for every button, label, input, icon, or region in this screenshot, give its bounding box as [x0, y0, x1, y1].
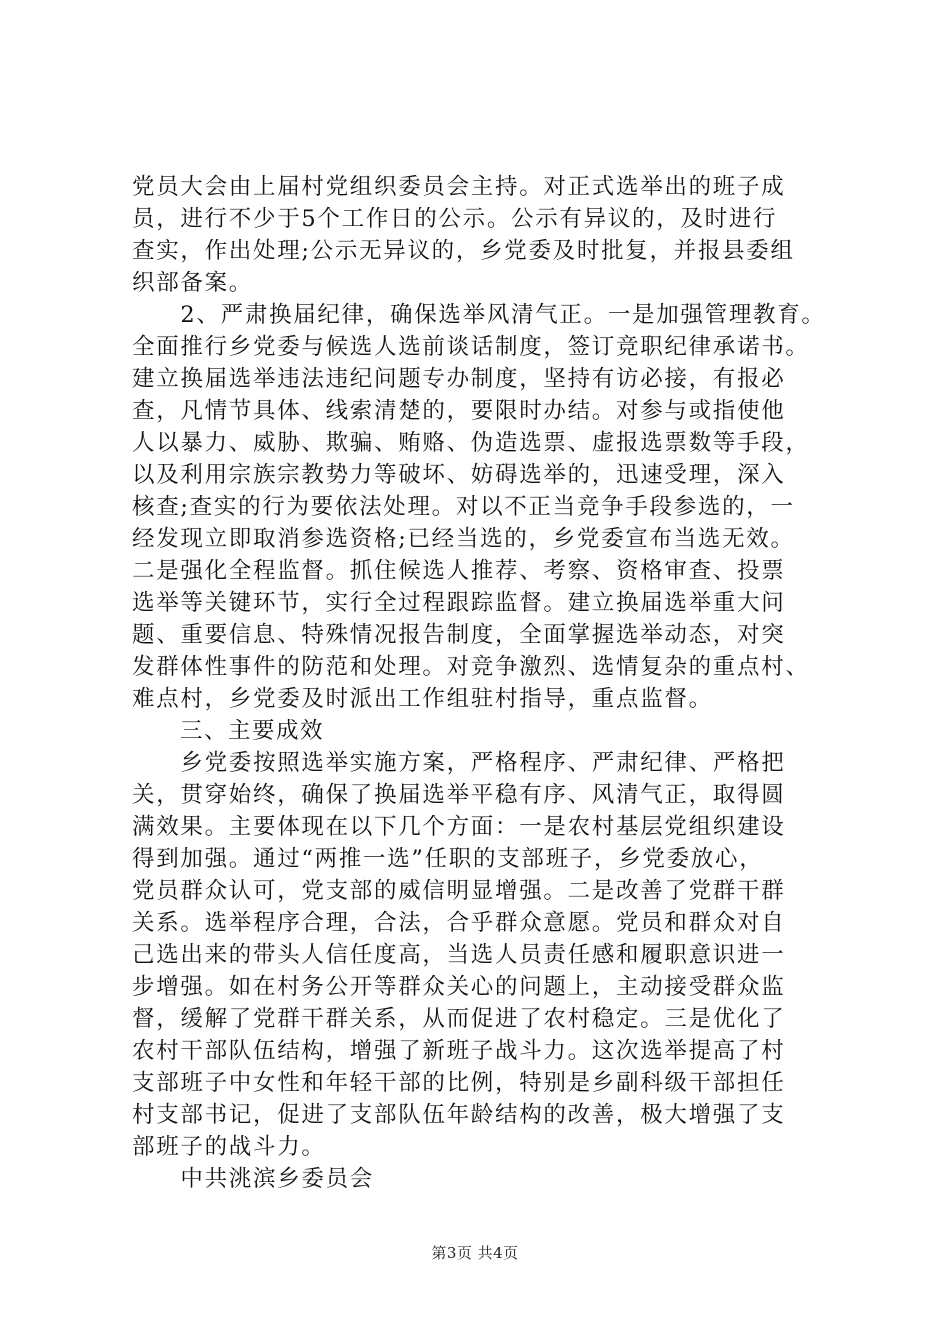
text-line: 2、严肃换届纪律，确保选举风清气正。一是加强管理教育。 — [132, 302, 826, 328]
text-line: 题、重要信息、特殊情况报告制度，全面掌握选举动态，对突 — [132, 622, 786, 648]
text-line: 党员大会由上届村党组织委员会主持。对正式选举出的班子成 — [132, 174, 786, 200]
text-line: 部班子的战斗力。 — [132, 1134, 326, 1160]
text-line: 督，缓解了党群干群关系，从而促进了农村稳定。三是优化了 — [132, 1006, 786, 1032]
text-line: 人以暴力、威胁、欺骗、贿赂、伪造选票、虚报选票数等手段， — [132, 430, 810, 456]
text-line: 难点村，乡党委及时派出工作组驻村指导，重点监督。 — [132, 686, 713, 712]
text-line: 全面推行乡党委与候选人选前谈话制度，签订竞职纪律承诺书。 — [132, 334, 810, 360]
text-line: 发群体性事件的防范和处理。对竞争激烈、选情复杂的重点村、 — [132, 654, 810, 680]
text-line: 查实，作出处理;公示无异议的，乡党委及时批复，并报县委组 — [132, 238, 795, 264]
text-line: 织部备案。 — [132, 270, 254, 296]
text-line: 己选出来的带头人信任度高，当选人员责任感和履职意识进一 — [132, 942, 786, 968]
section-heading: 三、主要成效 — [132, 718, 325, 744]
text-line: 农村干部队伍结构，增强了新班子战斗力。这次选举提高了村 — [132, 1038, 786, 1064]
text-line: 关系。选举程序合理，合法，合乎群众意愿。党员和群众对自 — [132, 910, 786, 936]
text-line: 乡党委按照选举实施方案，严格程序、严肃纪律、严格把 — [132, 750, 786, 776]
text-line: 得到加强。通过“两推一选”任职的支部班子，乡党委放心， — [132, 846, 764, 872]
text-line: 满效果。主要体现在以下几个方面：一是农村基层党组织建设 — [132, 814, 786, 840]
text-line: 步增强。如在村务公开等群众关心的问题上，主动接受群众监 — [132, 974, 786, 1000]
page-number: 第3页 共4页 — [431, 1244, 519, 1262]
text-line: 关，贯穿始终，确保了换届选举平稳有序、风清气正，取得圆 — [132, 782, 786, 808]
body-text — [132, 171, 844, 1195]
text-line: 党员群众认可，党支部的威信明显增强。二是改善了党群干群 — [132, 878, 786, 904]
text-line: 员，进行不少于5个工作日的公示。公示有异议的，及时进行 — [132, 206, 778, 232]
signature-line: 中共洮滨乡委员会 — [132, 1166, 375, 1192]
text-line: 查，凡情节具体、线索清楚的，要限时办结。对参与或指使他 — [132, 398, 786, 424]
text-line: 核查;查实的行为要依法处理。对以不正当竞争手段参选的，一 — [132, 494, 795, 520]
text-line: 二是强化全程监督。抓住候选人推荐、考察、资格审查、投票 — [132, 558, 786, 584]
text-line: 选举等关键环节，实行全过程跟踪监督。建立换届选举重大问 — [132, 590, 786, 616]
text-line: 建立换届选举违法违纪问题专办制度，坚持有访必接，有报必 — [132, 366, 786, 392]
text-line: 以及利用宗族宗教势力等破坏、妨碍选举的，迅速受理，深入 — [132, 462, 786, 488]
text-line: 支部班子中女性和年轻干部的比例，特别是乡副科级干部担任 — [132, 1070, 786, 1096]
text-line: 村支部书记，促进了支部队伍年龄结构的改善，极大增强了支 — [132, 1102, 786, 1128]
text-line: 经发现立即取消参选资格;已经当选的，乡党委宣布当选无效。 — [132, 526, 795, 552]
